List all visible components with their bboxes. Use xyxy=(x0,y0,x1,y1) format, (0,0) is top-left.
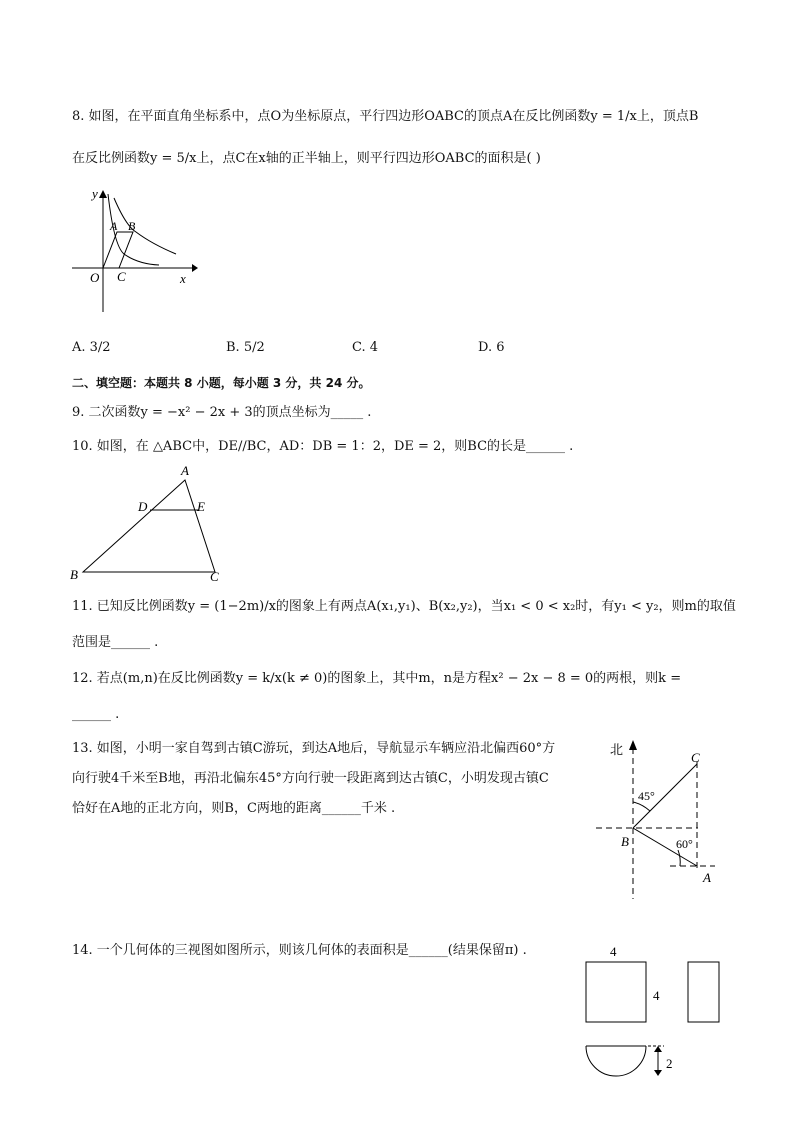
label-60: 60° xyxy=(676,837,693,851)
label-b: B xyxy=(128,219,136,233)
angle-60-arc xyxy=(678,850,680,866)
label-a: A xyxy=(110,219,118,233)
q11-line-1: 11. 已知反比例函数y = (1−2m)/x的图象上有两点A(x₁,y₁)、B(x₂,y₂)，当x₁ < 0 < x₂时，有y₁ < y₂，则m的取值 xyxy=(72,599,736,614)
curve-5-over-x xyxy=(114,198,176,254)
y-axis-arrow xyxy=(99,190,107,198)
x-axis-arrow xyxy=(192,264,198,272)
label-a: A xyxy=(181,463,189,478)
dim-side: 4 xyxy=(653,988,660,1003)
q12-line-2: ______ . xyxy=(72,707,120,722)
label-c: C xyxy=(691,750,700,765)
dim-height: 2 xyxy=(666,1056,673,1071)
label-d: D xyxy=(138,499,148,514)
label-y: y xyxy=(92,186,98,201)
label-a: A xyxy=(703,870,711,885)
front-view xyxy=(586,962,646,1022)
q8-option-c: C. 4 xyxy=(352,340,379,355)
label-c: C xyxy=(117,269,126,284)
q14-figure xyxy=(580,940,730,1085)
q10-figure xyxy=(66,462,236,586)
top-view-semicircle xyxy=(586,1046,646,1076)
label-c: C xyxy=(210,569,219,584)
side-view xyxy=(688,962,719,1022)
north-arrow xyxy=(629,740,637,750)
label-45: 45° xyxy=(638,789,655,803)
q8-figure xyxy=(66,184,201,319)
label-o: O xyxy=(90,270,100,285)
q8-option-a: A. 3/2 xyxy=(72,340,111,355)
label-north: 北 xyxy=(610,742,624,757)
angle-45-arc xyxy=(633,802,650,811)
q11-line-2: 范围是______ . xyxy=(72,635,159,650)
label-e: E xyxy=(197,499,205,514)
height-arrow-bottom xyxy=(654,1070,662,1076)
q10-line: 10. 如图，在 △ABC中，DE//BC，AD：DB = 1：2，DE = 2，则BC的长是______ . xyxy=(72,439,574,454)
q9-line: 9. 二次函数y = −x² − 2x + 3的顶点坐标为_____ . xyxy=(72,405,372,420)
label-b: B xyxy=(70,567,78,582)
q13-line-2: 向行驶4千米至B地，再沿北偏东45°方向行驶一段距离到达古镇C，小明发现古镇C xyxy=(72,771,549,786)
q8-line-2: 在反比例函数y = 5/x上，点C在x轴的正半轴上，则平行四边形OABC的面积是( ) xyxy=(72,151,541,166)
q8-option-b: B. 5/2 xyxy=(226,340,265,355)
label-x: x xyxy=(180,271,186,286)
q13-line-1: 13. 如图，小明一家自驾到古镇C游玩，到达A地后，导航显示车辆应沿北偏西60°方 xyxy=(72,741,556,756)
height-arrow-top xyxy=(654,1046,662,1052)
q8-option-d: D. 6 xyxy=(478,340,505,355)
q8-line-1: 8. 如图，在平面直角坐标系中，点O为坐标原点，平行四边形OABC的顶点A在反比例函数y = 1/x上，顶点B xyxy=(72,109,699,124)
label-b: B xyxy=(621,834,629,849)
parallelogram-oabc xyxy=(103,232,133,268)
dim-top: 4 xyxy=(610,944,617,959)
triangle-abc xyxy=(83,480,215,572)
q14-line: 14. 一个几何体的三视图如图所示，则该几何体的表面积是______(结果保留π) . xyxy=(72,943,527,958)
q13-line-3: 恰好在A地的正北方向，则B，C两地的距离______千米 . xyxy=(72,801,396,816)
section-heading: 二、填空题：本题共 8 小题，每小题 3 分，共 24 分。 xyxy=(72,376,371,390)
q13-figure xyxy=(590,734,730,904)
q12-line-1: 12. 若点(m,n)在反比例函数y = k/x(k ≠ 0)的图象上，其中m，n是方程x² − 2x − 8 = 0的两根，则k = xyxy=(72,671,682,686)
